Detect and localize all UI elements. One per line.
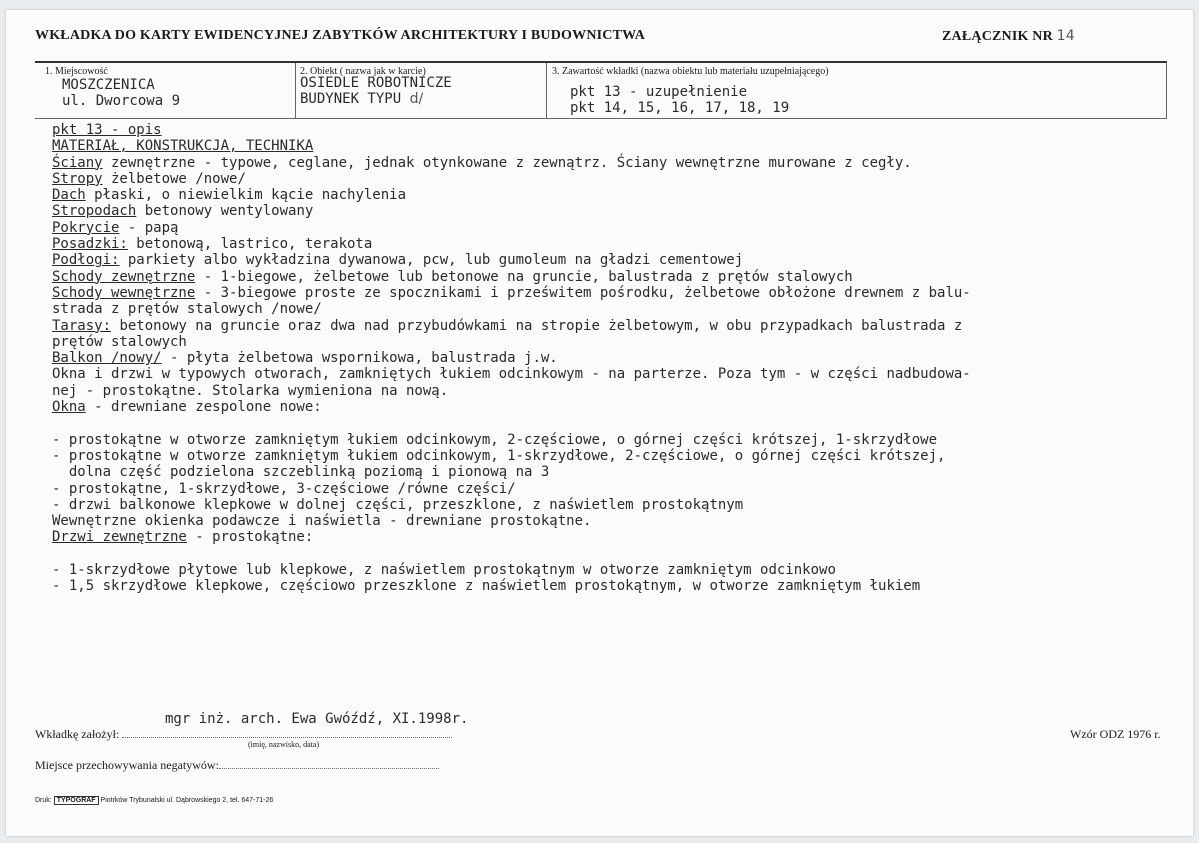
- body-line-heading: Drzwi zewnętrzne: [52, 529, 187, 546]
- field-1-label: 1. Miejscowość: [45, 66, 108, 77]
- body-line: [52, 301, 1182, 317]
- body-line: [52, 546, 1182, 562]
- body-line-text: - drewniane zespolone nowe:: [85, 399, 322, 416]
- body-line-heading: Posadzki:: [52, 236, 128, 253]
- body-line: [52, 399, 1182, 415]
- body-line-heading: Ściany: [52, 154, 103, 171]
- print-info: [35, 797, 273, 804]
- body-line-heading: Pokrycie: [52, 219, 120, 236]
- body-line-text: - papą: [119, 219, 179, 236]
- f3-line2: pkt 14, 15, 16, 17, 18, 19: [570, 100, 790, 116]
- body-line: [52, 203, 1182, 219]
- body-line-text: betonowy na gruncie oraz dwa nad przybudówkami na stropie żelbetowym, w obu przypadkach balustrada z: [111, 317, 963, 334]
- negatives-field: [35, 758, 439, 773]
- body-line-text: prętów stalowych: [52, 333, 187, 350]
- body-line-text: żelbetowe /nowe/: [102, 170, 246, 187]
- body-line-text: - 1-biegowe, żelbetowe lub betonowe na gruncie, balustrada z prętów stalowych: [195, 268, 853, 285]
- body-line: [52, 432, 1182, 448]
- body-line: [52, 285, 1182, 301]
- body-line-text: zewnętrzne - typowe, ceglane, jednak otynkowane z zewnątrz. Ściany wewnętrzne murowane z cegły.: [102, 154, 912, 171]
- body-line-text: - 3-biegowe proste ze spocznikami i prześwitem pośrodku, żelbetowe obłożone drewnem z balu-: [195, 284, 971, 301]
- annex-number: [942, 28, 1075, 45]
- negatives-label: Miejsce przechowywania negatywów:: [35, 758, 219, 772]
- body-line-heading: Schody wewnętrzne: [52, 284, 196, 301]
- body-line: [52, 334, 1182, 350]
- field-3-label: 3. Zawartość wkładki (nazwa obiektu lub materiału uzupełniającego): [552, 66, 829, 77]
- wzor-label: Wzór ODZ 1976 r.: [1070, 727, 1161, 741]
- annex-handwritten-number: 14: [1056, 28, 1075, 44]
- body-line: [52, 578, 1182, 594]
- body-line: [52, 448, 1182, 464]
- body-line: [52, 513, 1182, 529]
- body-line: [52, 366, 1182, 382]
- body-line-text: - drzwi balkonowe klepkowe w dolnej części, przeszklone, z naświetlem prostokątnym: [52, 496, 744, 513]
- body-line-text: dolna część podzielona szczeblinką poziomą i pionową na 3: [52, 464, 550, 481]
- body-line-text: - prostokątne:: [186, 529, 314, 546]
- body-line-heading: Schody zewnętrzne: [52, 268, 196, 285]
- wkladke-field: [35, 727, 452, 742]
- body-line-heading: Stropy: [52, 170, 103, 187]
- body-line-text: betonową, lastrico, terakota: [127, 236, 373, 253]
- body-line-text: - 1,5 skrzydłowe klepkowe, częściowo przeszklone z naświetlem prostokątnym, w otworze zamkniętym łukiem: [52, 578, 921, 595]
- body-line-text: - 1-skrzydłowe płytowe lub klepkowe, z naświetlem prostokątnym w otworze zamkniętym odcinkowo: [52, 562, 836, 579]
- body-line-text: Wewnętrzne okienka podawcze i naświetla - drewniane prostokątne.: [52, 513, 592, 530]
- f2-line1: OSIEDLE ROBOTNICZE: [300, 75, 452, 91]
- body-line: [52, 269, 1182, 285]
- field-2-label: 2. Obiekt ( nazwa jak w karcie): [300, 66, 426, 77]
- body-line: [52, 497, 1182, 513]
- body-line: [52, 138, 1182, 154]
- description-body: [52, 122, 1182, 595]
- f2-handwritten-suffix: d/: [409, 91, 424, 107]
- body-line-text: - prostokątne w otworze zamkniętym łukiem odcinkowym, 2-częściowe, o górnej części krótszej, 1-skrzydłowe: [52, 431, 938, 448]
- field-2-value: [300, 75, 452, 107]
- body-line-heading: pkt 13 - opis: [52, 122, 162, 138]
- author-signature: mgr inż. arch. Ewa Gwóźdź, XI.1998r.: [165, 711, 469, 727]
- body-line-text: - prostokątne, 1-skrzydłowe, 3-częściowe /równe części/: [52, 480, 516, 497]
- wkladke-dots: [122, 737, 452, 738]
- body-line: [52, 155, 1182, 171]
- body-line-heading: Stropodach: [52, 203, 137, 220]
- body-line-text: betonowy wentylowany: [136, 203, 314, 220]
- body-line: [52, 562, 1182, 578]
- body-line-heading: Okna: [52, 399, 86, 416]
- druk-address: Piotrków Trybunalski ul. Dąbrowskiego 2, tel. 647-71-26: [100, 797, 274, 804]
- body-line: [52, 415, 1182, 431]
- body-line: [52, 464, 1182, 480]
- body-line: [52, 187, 1182, 203]
- body-line-text: nej - prostokątne. Stolarka wymieniona na nową.: [52, 382, 449, 399]
- body-line: [52, 529, 1182, 545]
- body-line-text: Okna i drzwi w typowych otworach, zamkniętych łukiem odcinkowym - na parterze. Poza tym - w części nadbudowa-: [52, 366, 971, 383]
- druk-label: Druk:: [35, 797, 52, 804]
- body-line-heading: Dach: [52, 187, 86, 204]
- body-line-text: płaski, o niewielkim kącie nachylenia: [85, 187, 407, 204]
- body-line-text: - płyta żelbetowa wspornikowa, balustrada j.w.: [161, 350, 558, 367]
- fields-bottom-rule: [35, 118, 1167, 119]
- printer-logo: TYPOGRAF: [54, 796, 99, 805]
- body-line: [52, 481, 1182, 497]
- body-line: [52, 220, 1182, 236]
- body-line-text: parkiety albo wykładzina dywanowa, pcw, lub gumoleum na gładzi cementowej: [119, 252, 744, 269]
- annex-label: ZAŁĄCZNIK NR: [942, 29, 1053, 44]
- f1-line2: ul. Dworcowa 9: [62, 93, 181, 109]
- body-line-heading: Tarasy:: [52, 317, 112, 334]
- body-line: [52, 122, 1182, 138]
- f1-line1: MOSZCZENICA: [62, 77, 155, 93]
- field-divider-1: [295, 63, 296, 119]
- header-rule: [35, 61, 1167, 63]
- field-border-right: [1166, 63, 1167, 119]
- body-line: [52, 252, 1182, 268]
- body-line: [52, 383, 1182, 399]
- field-1-value: [62, 77, 180, 109]
- body-line-text: strada z prętów stalowych /nowe/: [52, 301, 322, 318]
- body-line-heading: Podłogi:: [52, 252, 120, 269]
- body-line: [52, 236, 1182, 252]
- body-line-text: - prostokątne w otworze zamkniętym łukiem odcinkowym, 1-skrzydłowe, 2-częściowe, o górnej części krótszej,: [52, 447, 946, 464]
- body-line: [52, 318, 1182, 334]
- wkladke-label: Wkładkę założył:: [35, 727, 120, 741]
- body-line-heading: MATERIAŁ, KONSTRUKCJA, TECHNIKA: [52, 138, 314, 155]
- wkladke-sublabel: (imię, nazwisko, data): [248, 740, 320, 749]
- body-line: [52, 350, 1182, 366]
- body-line-heading: Balkon /nowy/: [52, 350, 162, 367]
- document-title: WKŁADKA DO KARTY EWIDENCYJNEJ ZABYTKÓW ARCHITEKTURY I BUDOWNICTWA: [35, 28, 646, 43]
- field-3-value: [570, 84, 789, 116]
- f3-line1: pkt 13 - uzupełnienie: [570, 84, 748, 100]
- negatives-dots: [219, 768, 439, 769]
- field-divider-2: [546, 63, 547, 119]
- f2-line2: BUDYNEK TYPU: [300, 91, 402, 107]
- body-line: [52, 171, 1182, 187]
